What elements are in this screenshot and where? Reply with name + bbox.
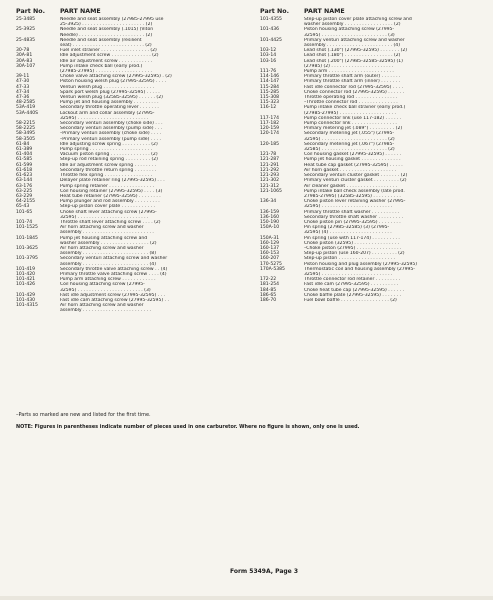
part-name-line: Idle adjusting screw spring . . . . . . . . . . (2) [60, 141, 158, 147]
part-name-line: 32595) . . . . . . . . . . . . . . . . . . . . . . . . . [304, 271, 393, 277]
part-name-line: Throttle operating rod . . . . . . . . . . . . . . . [304, 95, 398, 101]
part-name-line: –Throttle connector rod . . . . . . . . . . . . . . [304, 100, 398, 106]
part-number: 101-65 [16, 209, 33, 215]
part-name-line: Secondary metering jet (.055") (27995- [304, 131, 395, 137]
parts-row [16, 246, 246, 256]
part-name-line: –Primary venturi assembly (pump side) . . . . [60, 136, 161, 142]
part-name-line: Choke piston (32595) . . . . . . . . . . . . . . . . [304, 240, 400, 246]
part-number: 121-292 [260, 167, 279, 173]
part-name-line: Choke piston lever retaining washer (27995- [304, 199, 406, 205]
part-name-line: Venturi welsh plug (32585-32595) . . . . . . (2) [60, 95, 163, 101]
parts-row [16, 27, 246, 37]
parts-row [16, 210, 246, 220]
part-name-line: Heat tube retainer (27995-32595) . . . . . . . . [60, 193, 161, 199]
part-number: 101-430 [16, 297, 35, 303]
part-number: 58-2225 [16, 126, 35, 132]
parts-row [260, 131, 486, 141]
part-number: 160-207 [260, 256, 279, 262]
part-name-line: Step-up piston cover plate attaching screw and [304, 17, 412, 22]
part-name-line: Pump spring . . . . . . . . . . . . . . . . . . . . . . [60, 147, 153, 153]
part-name [60, 236, 246, 246]
part-number: 30-78 [16, 48, 30, 54]
part-name-line: (27985-27995) . . . . . . . . . . . . . . . . . . . . [304, 110, 396, 116]
part-name-line: Pump jet and housing assembly . . . . . . . . . [60, 100, 159, 106]
part-number: 47-30 [16, 79, 30, 85]
parts-row [16, 303, 246, 313]
part-name-line: Secondary throttle return spring . . . . . . . . [60, 167, 157, 173]
parts-row [16, 17, 246, 27]
parts-row [16, 64, 246, 74]
part-name-line: 32585) . . . . . . . . . . . . . . . . . . . . . . . (2) [304, 147, 395, 153]
part-name-line: Pump intake ball check assembly (late prod. [304, 188, 405, 194]
part-number: 136-34 [260, 199, 277, 205]
scan-edge [0, 596, 493, 600]
part-number: 47-36 [16, 95, 30, 101]
part-number: 47-33 [16, 84, 30, 90]
part-name-line: Pump plunger and rod assembly . . . . . . . . . [60, 199, 160, 205]
part-number: 101-419 [16, 266, 35, 272]
parts-row [16, 38, 246, 48]
part-name-line: Needle) . . . . . . . . . . . . . . . . . . . . . . . (2) [60, 32, 153, 38]
part-name [60, 17, 246, 27]
parts-row [260, 225, 486, 235]
parts-row [260, 267, 486, 277]
part-number: 48-2585 [16, 100, 35, 106]
part-name [60, 38, 246, 48]
part-number: 116-12 [260, 105, 277, 111]
part-number: 115-323 [260, 100, 279, 106]
part-number: 61-389 [16, 147, 33, 153]
part-name-line: assembly . . . . . . . . . . . . . . . . . . . . . . . (4) [304, 43, 400, 49]
part-number: 63-229 [16, 193, 33, 199]
part-number: 160-129 [260, 240, 279, 246]
part-name-line: Lead shot (.200") (27985-32585-32595) (1) [304, 58, 403, 64]
part-name-line: Pin spring (use with 117-174) . . . . . . . . . . [304, 235, 400, 241]
part-name [60, 111, 246, 121]
part-name-line: 32595) . . . . . . . . . . . . . . . . . . . . . . . (2) [304, 136, 395, 142]
part-name [304, 199, 486, 209]
part-name-line: Fast idle cam (27995-32595) . . . . . . . . . . [304, 282, 399, 288]
part-name-line: Step-up piston (use 160-207) . . . . . . . . . (2) [304, 251, 405, 257]
part-number: 115-285 [260, 89, 279, 95]
part-number: 172-22 [260, 277, 277, 283]
part-number: 101-1845 [16, 235, 38, 241]
part-name-line: Venturi welsh plug . . . . . . . . . . . . . . . . . . [60, 84, 155, 90]
part-number: 30A-81 [16, 53, 33, 59]
part-no-header: Part No. [260, 8, 289, 15]
part-number: 120-174 [260, 131, 279, 137]
right-parts-list [260, 17, 486, 303]
part-name-line: Throttle flex spring . . . . . . . . . . . . . . . . . [60, 173, 153, 179]
part-number: 117-174 [260, 115, 279, 121]
part-name-line: Primary metering jet (.089") . . . . . . . . . (2) [304, 126, 403, 132]
part-name-line: Choke shaft lever attaching screw (27995- [60, 209, 157, 215]
part-name-line: Idle adjustment screw . . . . . . . . . . . . . . (2) [60, 53, 159, 59]
part-name-line: Idle air adjustment screw . . . . . . . . . . . . [60, 58, 153, 64]
part-name-line: assembly . . . . . . . . . . . . . . . . . . . . . . . . . [60, 230, 154, 236]
part-number: 101-74 [16, 219, 33, 225]
part-number: 103-14 [260, 53, 277, 59]
part-number: 25-3485 [16, 17, 35, 22]
part-number: 121-302 [260, 178, 279, 184]
part-name-line: Air horn attaching screw and washer [60, 245, 144, 251]
parts-row [260, 298, 486, 303]
part-name-line: (27985) (2) . . . . . . . . . . . . . . . . . . . . . . [304, 63, 394, 69]
part-name-line: Coil housing attaching screw (27995- [60, 282, 145, 288]
part-number: 101-1525 [16, 225, 38, 231]
part-number: 117-182 [260, 121, 279, 127]
part-name-line: Needle and seat assembly (27985-27995 use [60, 17, 164, 22]
part-name-line: Pump spring retainer . . . . . . . . . . . . . . . . [60, 183, 155, 189]
part-number: 184-85 [260, 287, 277, 293]
part-number: 160-153 [260, 251, 279, 257]
part-name-line: Pump arm attaching screw . . . . . . . . . . . . [60, 277, 156, 283]
part-number: 121-293 [260, 173, 279, 179]
part-number: 103-12 [260, 48, 277, 54]
part-name-line: seat) . . . . . . . . . . . . . . . . . . . . . . . . . (2) [60, 43, 152, 49]
part-number: 58-2215 [16, 121, 35, 127]
part-number: 136-159 [260, 209, 279, 215]
part-name-line: Lead shot (.130") (27995-32595) . . . . . . . (2) [304, 48, 408, 54]
part-name-line: Secondary throttle shaft washer . . . . . . . . . [304, 214, 404, 220]
part-number: 61-84 [16, 141, 30, 147]
part-name-line: Piston housing welsh plug (27995-32595) . . . . [60, 79, 167, 85]
part-name [304, 189, 486, 199]
part-number: 61-599 [16, 162, 33, 168]
parts-row [260, 199, 486, 209]
part-name-line: 32595) . . . . . . . . . . . . . . . . . . . . . . . . . [60, 115, 149, 121]
part-name-line: Throttle shaft lever attaching screw . . . . (2) [60, 219, 161, 225]
part-name [304, 105, 486, 115]
part-number: 136-160 [260, 214, 279, 220]
part-name-line: Secondary venturi attaching screw and washer [60, 256, 168, 262]
part-name-line: assembly . . . . . . . . . . . . . . . . . . . . . . . . [60, 308, 151, 314]
part-name-line: Spark port welsh plug (27995-32595) . . . . . [60, 89, 160, 95]
part-number: 25-4835 [16, 37, 35, 43]
part-number: 121-287 [260, 157, 279, 163]
part-name-line: Step-up rod retaining spring . . . . . . . . . (2) [60, 157, 158, 163]
part-name-line: Needle and seat assembly (resilient [60, 37, 142, 43]
part-number: 186-65 [260, 292, 277, 298]
part-name-line: (27985-27995) . . . . . . . . . . . . . . . . . . . . [60, 69, 152, 75]
part-name [304, 267, 486, 277]
part-number: 103-16 [260, 58, 277, 64]
part-number: 170-5275 [260, 261, 282, 267]
part-number: 121-1065 [260, 188, 282, 194]
parts-row [260, 142, 486, 152]
part-number: 61-623 [16, 173, 33, 179]
part-name-line: Secondary venturi assembly (pump side) . . . [60, 126, 163, 132]
part-name-line: Coil housing retainer (27995-32595) . . . . (3) [60, 188, 163, 194]
part-name-line: assembly . . . . . . . . . . . . . . . . . . . . . . . (8) [60, 251, 156, 257]
part-name-line: Fuel inlet strainer . . . . . . . . . . . . . . . . . (2) [60, 48, 157, 54]
part-name-line: Pump jet housing attaching screw and [60, 235, 148, 241]
parts-row [260, 105, 486, 115]
part-number: 170A-5385 [260, 266, 285, 272]
part-number: 30A-107 [16, 63, 36, 69]
part-name-line: Fuel bowl baffle . . . . . . . . . . . . . . . . . (2) [304, 297, 397, 303]
part-number: 121-312 [260, 183, 279, 189]
part-name [304, 38, 486, 48]
part-name-line: Step-up piston cover plate . . . . . . . . . . . . [60, 204, 155, 210]
part-name-line: Thermostatic coil and housing assembly (27995- [304, 266, 415, 272]
part-name-line: Air horn attaching screw and washer [60, 225, 144, 231]
part-number: 150A-31 [260, 235, 280, 241]
part-name-line: Needle and seat assembly (.1015) (Viton [60, 27, 154, 33]
part-name-line: Primary venturi attaching screw and washer [304, 37, 405, 43]
part-number: 53A-440S [16, 110, 39, 116]
parts-row [260, 38, 486, 48]
part-number: 61-618 [16, 167, 33, 173]
form-page-footer: Form 5349A, Page 3 [230, 568, 299, 575]
part-number: 64-2155 [16, 199, 35, 205]
part-name-line: Piston housing and plug assembly (27995-32595) [304, 261, 418, 267]
part-name-header: PART NAME [60, 8, 101, 15]
part-name-line: Secondary metering jet (.067") (27985- [304, 141, 395, 147]
part-number: 61-404 [16, 152, 33, 158]
part-name [304, 59, 486, 69]
part-name-line: 32595) . . . . . . . . . . . . . . . . . . . . . . . (3) [304, 32, 395, 38]
left-parts-list [16, 17, 246, 314]
part-name [60, 282, 246, 292]
part-number: 58-3505 [16, 136, 35, 142]
part-name-line: Coil housing gasket (27995-32595) . . . . . . [304, 152, 402, 158]
part-name-header: PART NAME [304, 8, 345, 15]
parts-row [16, 282, 246, 292]
part-number: 30A-83 [16, 58, 33, 64]
left-column-header [16, 6, 246, 17]
part-number: 120-159 [260, 126, 279, 132]
part-name-line: assembly . . . . . . . . . . . . . . . . . . . . . . . (4) [60, 261, 156, 267]
part-name [60, 64, 246, 74]
part-name-line: Secondary venturi cluster gasket . . . . . . . (2) [304, 173, 408, 179]
part-name-line: Primary throttle shaft arm (inner) . . . . . . . [304, 79, 401, 85]
part-number: 101-4425 [260, 37, 282, 43]
part-name-line: Pump jet housing gasket . . . . . . . . . . . . . . [304, 157, 401, 163]
part-name [60, 27, 246, 37]
part-number: 101-3625 [16, 245, 38, 251]
part-number: 121-291 [260, 162, 279, 168]
part-name-line: Pump connector link (use 117-182) . . . . . . [304, 115, 402, 121]
part-name [304, 27, 486, 37]
part-name [60, 303, 246, 313]
part-name-line: Lead shot (.180") . . . . . . . . . . . . . . . . . (2) [304, 53, 401, 59]
part-number: 101-436 [260, 27, 279, 33]
parts-row [260, 189, 486, 199]
part-name-line: Throttle connector rod retainer . . . . . . . . . [304, 277, 401, 283]
parts-row [16, 236, 246, 246]
part-name-line: Piston housing attaching screw (27995- [304, 27, 395, 33]
part-name-line: Primary throttle valve attaching screw . . . . (4) [60, 271, 167, 277]
part-name-line: washer assembly . . . . . . . . . . . . . . . . . (2) [60, 240, 157, 246]
part-name-line: 25-3925) . . . . . . . . . . . . . . . . . . . . . . (2) [60, 22, 153, 28]
parts-row [260, 59, 486, 69]
part-name [60, 256, 246, 266]
part-number: 111-76 [260, 69, 277, 75]
part-number: 121-78 [260, 152, 277, 158]
part-name-line: washer assembly . . . . . . . . . . . . . . . . . (2) [304, 22, 401, 28]
part-name-line: Fast idle cam attaching screw (27995-32595) . . [60, 297, 169, 303]
part-number: 63-176 [16, 183, 33, 189]
part-number: 47-34 [16, 89, 30, 95]
part-name [304, 17, 486, 27]
part-name-line: 32595) . . . . . . . . . . . . . . . . . . . . . . . . . [304, 204, 393, 210]
part-name-line: Pump intake check ball (early prod.) [60, 63, 143, 69]
part-name-line: Choke connector rod (27995-32595) . . . . . . [304, 89, 405, 95]
part-name-line: Choke baffle plate (27995-32595) . . . . . . . [304, 292, 402, 298]
part-number: 115-284 [260, 84, 279, 90]
part-name-line: Idle air adjustment screw spring . . . . . . . . [60, 162, 157, 168]
part-name-line: Heat tube cap gasket (27995-32595) . . . . . [304, 162, 403, 168]
part-number: 120-185 [260, 141, 279, 147]
part-number: 114-146 [260, 74, 279, 80]
part-number: 181-254 [260, 282, 279, 288]
part-name-line: Step-up piston . . . . . . . . . . . . . . . . . . . . [304, 256, 395, 262]
part-name-line: Choke valve attaching screw (27995-32595) . (2) [60, 74, 172, 80]
part-name-line: Lockout arm and collar assembly (27995- [60, 110, 155, 116]
part-name [304, 225, 486, 235]
parts-row [16, 225, 246, 235]
part-name-line: Choke piston pin (27995-32595) . . . . . . . . [304, 219, 401, 225]
part-number: 101-4315 [16, 303, 38, 309]
part-name-line: Pin spring (27985-32585) (3) (27995- [304, 225, 390, 231]
part-name [60, 246, 246, 256]
parts-row [16, 256, 246, 266]
part-name-line: Primary throttle shaft washer . . . . . . . . . . [304, 209, 400, 215]
part-name [60, 225, 246, 235]
part-name [304, 142, 486, 152]
part-number: 101-421 [16, 277, 35, 283]
part-name-line: Primary venturi cluster gasket . . . . . . . . . (2) [304, 178, 407, 184]
new-parts-note: –Parts so marked are new and listed for the first time. [16, 412, 151, 418]
part-name-line: Secondary venturi assembly (choke side) . . . [60, 121, 163, 127]
part-number: 186-70 [260, 297, 277, 303]
part-number: 114-147 [260, 79, 279, 85]
part-number: 101-426 [16, 282, 35, 288]
part-number: 65-43 [16, 204, 30, 210]
part-name-line: Secondary throttle valve attaching screw . . (4) [60, 266, 168, 272]
part-name-line: Fast idle adjustment screw (27995-32595) . . . [60, 292, 165, 298]
part-number: 101-3795 [16, 256, 38, 262]
part-name-line: 32595) . . . . . . . . . . . . . . . . . . . . . . . (3) [60, 287, 151, 293]
parts-row [260, 27, 486, 37]
left-column [16, 6, 246, 314]
part-number: 101-4355 [260, 17, 282, 22]
part-name-line: 32595) . . . . . . . . . . . . . . . . . . . . . . . . . [60, 214, 149, 220]
part-name-line: Vacuum piston spring . . . . . . . . . . . . . . (2) [60, 152, 158, 158]
part-name [60, 210, 246, 220]
part-name-line: Fast idle connector rod (27995-32595) . . . . [304, 84, 404, 90]
part-name-line: Air cleaner gasket . . . . . . . . . . . . . . . . . . [304, 183, 398, 189]
part-number: 53A-419 [16, 105, 36, 111]
part-name-line: Choke heat tube cap (27995-32595) . . . . . . [304, 287, 405, 293]
part-number: 61-585 [16, 157, 33, 163]
part-number: 63-144 [16, 178, 33, 184]
part-name-line: 27985-27995) (32585-32595) . . . . . . . . . . [304, 193, 401, 199]
part-name [304, 298, 486, 303]
part-name-line: Air horn gasket . . . . . . . . . . . . . . . . . . . . [304, 167, 397, 173]
right-column [260, 6, 486, 303]
part-number: 101-420 [16, 271, 35, 277]
part-name-line: Pump intake check ball strainer (early prod.) [304, 105, 406, 111]
right-column-header [260, 6, 486, 17]
parts-row [260, 17, 486, 27]
part-number: 63-225 [16, 188, 33, 194]
part-name-line: Delayer plate retainer ring (27995-32595) . . . [60, 178, 165, 184]
part-name-line: Pump arm . . . . . . . . . . . . . . . . . . . . . . . [304, 69, 394, 75]
part-name-line: Air horn attaching screw and washer [60, 303, 144, 309]
part-name-line: –Primary venturi assembly (choke side) . . . . [60, 131, 162, 137]
part-name-line: Primary throttle shaft arm (outer) . . . . . . . [304, 74, 401, 80]
part-number: 115-308 [260, 95, 279, 101]
part-number: 150-190 [260, 219, 279, 225]
part-name [304, 131, 486, 141]
part-number: 160-137 [260, 245, 279, 251]
part-name-line: Secondary throttle operating lever . . . . . . . [60, 105, 159, 111]
part-name-line: Pump connector link . . . . . . . . . . . . . . . . [304, 121, 397, 127]
parts-row [16, 111, 246, 121]
part-number: 25-3925 [16, 27, 35, 33]
quantity-note: NOTE: Figures in parentheses indicate number of pieces used in one carburetor. Where no figure is shown, only one is used. [16, 424, 360, 430]
part-name-line: 32595) (4) . . . . . . . . . . . . . . . . . . . . . . [304, 230, 392, 236]
part-number: 39-11 [16, 74, 30, 80]
part-number: 150A-10 [260, 225, 280, 231]
part-number: 101-429 [16, 292, 35, 298]
part-number: 58-3495 [16, 131, 35, 137]
part-name-line: –Choke piston (27995) . . . . . . . . . . . . . . . . [304, 245, 402, 251]
part-no-header: Part No. [16, 8, 45, 15]
